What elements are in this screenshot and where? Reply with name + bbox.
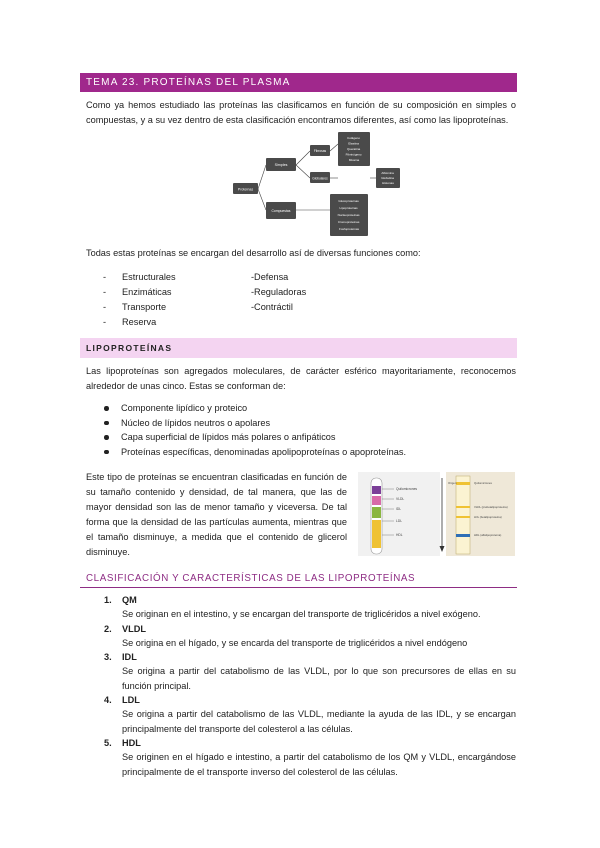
fibrous-item: Elastina [348,141,359,146]
lipoprotein-description: Se originen en el hígado e intestino, a partir del catabolismo de los QM y VLDL, encargándose principalmente de el transporte inverso del colesterol de las células. [122,752,516,777]
bullet-icon [104,450,109,455]
bullet-icon [104,421,109,426]
function-item: Estructurales [122,272,176,282]
band-purple [372,486,381,494]
diagram-label-globular: Globulares [312,176,328,181]
bullet-icon [104,406,109,411]
lipoproteins-paragraph: Las lipoproteínas son agregados moleculares, de carácter esférico mayoritariamente, reconocemos alrededor de unas cinco. Estas se conforman de: [86,366,516,391]
functions-list [103,270,403,330]
list-number: 2. [104,623,112,634]
lipoprotein-name: QM [122,595,137,605]
diagram-label-fibrous: Fibrosas [313,149,327,153]
lipoprotein-name: LDL [122,695,140,705]
diagram-label-simple: Simples [274,163,288,167]
strip-band-blue [456,534,470,537]
lipoprotein-name: HDL [122,738,141,748]
lipoprotein-description: Se origina en el hígado, y se encarda del transporte de triglicéridos a nivel endógeno [122,637,468,648]
tube-label: HDL [396,533,403,537]
function-item: Transporte [122,302,167,312]
globular-item: Albúmina [381,171,394,175]
globular-item: Histonas [382,181,394,185]
list-number: 5. [104,738,112,748]
list-item-text: Capa superficial de lípidos más polares o anfipáticos [121,432,336,443]
function-dash: - [103,317,107,327]
classification-heading: CLASIFICACIÓN Y CARACTERÍSTICAS DE LAS LIPOPROTEÍNAS [86,573,416,584]
list-item [104,622,516,651]
lipoprotein-name: IDL [122,652,137,662]
globular-item: Globulina [381,176,394,180]
function-item: Reserva [122,317,157,327]
function-item: Enzimáticas [122,287,172,297]
function-dash: - [103,287,107,297]
classification-paragraph: Este tipo de proteínas se encuentran clasificadas en función de su tamaño contenido y densidad, de tal manera, que las de mayor densidad son las de menor tamaño y viceversa. De tal forma que la densidad de las partículas aumenta, mientras que el tamaño disminuye, a medida que el contenido de glicerol disminuye. [86,472,347,557]
function-item: -Contráctil [251,302,293,312]
list-item [104,650,516,693]
list-number: 4. [104,695,112,705]
band-yellow [372,520,381,548]
strip-label: LDL (betalipoproteína) [474,515,502,519]
electrophoresis-strip [456,476,470,554]
list-item [103,430,503,445]
list-item [104,736,516,779]
tube-label: VLDL [396,497,405,501]
lipoprotein-types-list [104,593,516,779]
section-divider [80,587,517,588]
tube-label: LDL [396,519,403,523]
diagram-label-root: Proteínas [237,187,254,192]
figure-background-left [358,472,440,556]
function-row [103,300,403,315]
tube-label: IDL [396,507,402,511]
function-dash: - [103,302,107,312]
list-item-text: Núcleo de lípidos neutros o apolares [121,417,271,428]
lipoprotein-name: VLDL [122,623,146,634]
compound-item: Glucoproteínas [338,199,359,203]
lipoprotein-components-list [103,401,503,459]
list-item [104,693,516,736]
function-row [103,270,403,285]
fibrous-item: Queratina [346,147,361,151]
band-pink [372,496,381,505]
compound-item: Lipoproteínas [339,206,358,210]
function-row [103,285,403,300]
lipoprotein-separation-figure [358,472,515,556]
strip-band-yellow-3 [456,516,470,518]
lipoprotein-description: Se origina a partir del catabolismo de las VLDL, por lo que son precursores de ellas en su función principal. [122,666,516,691]
strip-band-yellow [456,482,470,485]
list-item [103,445,503,460]
list-item-text: Componente lipídico y proteico [121,403,248,413]
fibrous-item: Colágeno [347,136,360,140]
fibrous-item: Fibrinógeno [345,152,362,157]
lipoproteins-heading: LIPOPROTEÍNAS [80,338,517,358]
list-item [103,401,503,416]
function-dash: - [103,272,107,282]
protein-classification-diagram [230,130,402,237]
function-item: -Reguladoras [251,287,307,297]
compound-item: Nucleoproteínas [337,213,360,217]
list-item [104,593,516,622]
fibrous-item: Miosina [348,158,360,162]
function-item: -Defensa [251,272,289,282]
list-number: 1. [104,595,112,605]
bullet-icon [104,435,109,440]
compound-item: Fosfoproteínas [338,227,360,231]
lipoprotein-description: Se origina a partir del catabolismo de las VLDL, mediante la ayuda de las IDL, y se encargan principalmente del transporte del colesterol a las células. [122,709,516,734]
intro-paragraph: Como ya hemos estudiado las proteínas las clasificamos en función de su composición en simples o compuestas, y a su vez dentro de esta clasificación encontramos diferentes, así como las lipoproteínas. [86,100,516,125]
arrow-head-icon [440,546,445,552]
compound-item: Cromoproteínas [337,220,360,224]
strip-label: Quilomicrones [474,481,492,485]
list-number: 3. [104,652,112,662]
strip-label: HDL (alfalipoproteína) [474,533,502,537]
band-green [372,507,381,518]
functions-intro: Todas estas proteínas se encargan del desarrollo así de diversas funciones como: [86,248,421,258]
strip-band-yellow-2 [456,506,470,508]
diagram-list-globular-text [381,171,395,185]
lipoprotein-description: Se originan en el intestino, y se encargan del transporte de triglicéridos a nivel exógeno. [122,609,481,619]
list-item-text: Proteínas específicas, denominadas apolipoproteínas o apoproteínas. [121,446,407,457]
diagram-label-compound: Compuestas [271,209,291,213]
list-item [103,416,503,431]
strip-label: VLDL (prebetalipoproteína) [474,505,508,509]
function-row [103,315,403,330]
page-title: TEMA 23. PROTEÍNAS DEL PLASMA [80,73,517,92]
origin-label: Origen [448,481,457,485]
tube-label: Quilomicrones [396,487,418,491]
